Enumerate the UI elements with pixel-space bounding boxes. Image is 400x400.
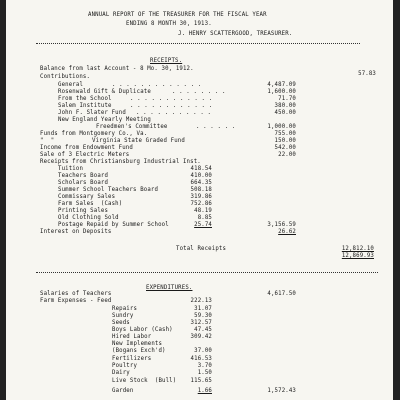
inst-item-amount: 508.18 bbox=[190, 187, 212, 193]
meters-label: Sale of 3 Electric Meters bbox=[40, 152, 130, 158]
section-divider bbox=[36, 272, 378, 273]
total-receipts-amount: 12,812.10 bbox=[341, 246, 374, 252]
funds-label: Funds from Montgomery Co., Va. bbox=[40, 131, 148, 137]
leader-dots: . . . . . . . . bbox=[172, 89, 226, 95]
farm-item-amount: 31.07 bbox=[194, 306, 212, 312]
scan-edge-left bbox=[0, 0, 6, 400]
farm-item-label: Dairy bbox=[112, 370, 130, 376]
contribution-label: Freedmen's Committee bbox=[96, 124, 168, 130]
farm-expenses-label: Farm Expenses - Feed bbox=[40, 298, 112, 304]
inst-item-label: Scholars Board bbox=[58, 180, 109, 186]
farm-item-label: (Bogans Exch'd) bbox=[112, 348, 166, 354]
expenditures-heading: EXPENDITURES. bbox=[146, 285, 193, 291]
inst-item-label: Printing Sales bbox=[58, 208, 109, 214]
farm-item-label: Seeds bbox=[112, 320, 130, 326]
farm-item-amount: 59.30 bbox=[194, 313, 212, 319]
endowment-amount: 542.00 bbox=[274, 145, 296, 151]
contribution-amount: 4,487.09 bbox=[267, 82, 296, 88]
contribution-label: Salem Institute bbox=[58, 103, 112, 109]
contribution-label: Rosenwald Gift & Duplicate bbox=[58, 89, 151, 95]
farm-item-label: Poultry bbox=[112, 363, 138, 369]
farm-item-amount: 115.65 bbox=[190, 378, 212, 384]
balance-label: Balance from last Account - 8 Mo. 30, 1912. bbox=[40, 66, 194, 72]
leader-dots: . . . . . . . . . . . . . bbox=[112, 82, 202, 88]
inst-item-amount: 418.54 bbox=[190, 166, 212, 172]
farm-item-label: Garden bbox=[112, 388, 134, 394]
farm-item-label: Boys Labor (Cash) bbox=[112, 327, 173, 333]
inst-item-label: Old Clothing Sold bbox=[58, 215, 119, 221]
meters-amount: 22.00 bbox=[278, 152, 296, 158]
inst-item-label: Farm Sales (Cash) bbox=[58, 201, 123, 207]
farm-item-amount: 3.70 bbox=[197, 363, 212, 369]
farm-item-label: Sundry bbox=[112, 313, 134, 319]
farm-item-label: Live Stock (Bull) bbox=[112, 378, 177, 384]
contribution-amount: 1,000.00 bbox=[267, 124, 296, 130]
leader-dots: . . . . . . . . . . . bbox=[136, 110, 212, 116]
inst-item-amount: 752.86 bbox=[190, 201, 212, 207]
inst-item-label: Tuition bbox=[58, 166, 84, 172]
contribution-label: From the School bbox=[58, 96, 112, 102]
inst-item-amount: 8.85 bbox=[197, 215, 212, 221]
virginia-amount: 150.00 bbox=[274, 138, 296, 144]
farm-item-label: Hired Labor bbox=[112, 334, 152, 340]
contribution-label: John F. Slater Fund bbox=[58, 110, 126, 116]
christiansburg-label: Receipts from Christiansburg Industrial Inst. bbox=[40, 159, 201, 165]
farm-item-label: Fertilizers bbox=[112, 356, 152, 362]
farm-item-amount: 309.42 bbox=[190, 334, 212, 340]
contribution-label: New England Yearly Meeting bbox=[58, 117, 151, 123]
contribution-amount: 71.70 bbox=[278, 96, 296, 102]
header-divider bbox=[36, 43, 360, 44]
balance-amount: 57.83 bbox=[358, 71, 376, 77]
grand-total-amount: 12,869.93 bbox=[341, 253, 374, 259]
receipts-heading: RECEIPTS. bbox=[150, 58, 183, 64]
contribution-amount: 1,600.00 bbox=[267, 89, 296, 95]
leader-dots: . . . . . . . . . . . . bbox=[130, 96, 213, 102]
inst-item-amount: 410.00 bbox=[190, 173, 212, 179]
funds-amount: 755.00 bbox=[274, 131, 296, 137]
endowment-label: Income from Endowment Fund bbox=[40, 145, 133, 151]
scan-edge-right bbox=[393, 0, 400, 400]
inst-item-amount: 319.86 bbox=[190, 194, 212, 200]
inst-item-amount: 48.19 bbox=[194, 208, 212, 214]
inst-total: 3,156.59 bbox=[267, 222, 296, 228]
farm-item-amount: 47.45 bbox=[194, 327, 212, 333]
farm-expenses-total: 1,572.43 bbox=[267, 388, 296, 394]
virginia-label: Virginia State Graded Fund bbox=[92, 138, 185, 144]
report-period: ENDING 8 MONTH 30, 1913. bbox=[126, 21, 212, 27]
farm-item-amount: 1.66 bbox=[197, 388, 212, 394]
inst-item-amount: 664.35 bbox=[190, 180, 212, 186]
contribution-amount: 450.00 bbox=[274, 110, 296, 116]
farm-item-label: New Implements bbox=[112, 341, 163, 347]
inst-item-label: Teachers Board bbox=[58, 173, 109, 179]
ditto-marks: " " bbox=[40, 138, 55, 144]
interest-amount: 26.62 bbox=[278, 229, 296, 235]
inst-item-label: Commissary Sales bbox=[58, 194, 116, 200]
total-receipts-label: Total Receipts bbox=[176, 246, 227, 252]
contribution-amount: 380.00 bbox=[274, 103, 296, 109]
contributions-label: Contributions. bbox=[40, 74, 91, 80]
farm-item-amount: 37.00 bbox=[194, 348, 212, 354]
salaries-amount: 4,617.50 bbox=[267, 291, 296, 297]
leader-dots: . . . . . . . . . . . . bbox=[130, 103, 213, 109]
farm-item-label: Repairs bbox=[112, 306, 138, 312]
farm-item-amount: 312.57 bbox=[190, 320, 212, 326]
inst-item-label: Postage Repaid by Summer School bbox=[58, 222, 169, 228]
farm-item-amount: 1.50 bbox=[197, 370, 212, 376]
salaries-label: Salaries of Teachers bbox=[40, 291, 112, 297]
report-title: ANNUAL REPORT OF THE TREASURER FOR THE FISCAL YEAR bbox=[88, 12, 267, 18]
treasurer-name: J. HENRY SCATTERGOOD, TREASURER. bbox=[178, 31, 293, 37]
farm-item-amount: 416.53 bbox=[190, 356, 212, 362]
leader-dots: . . . . . . bbox=[196, 124, 236, 130]
farm-item-amount: 222.13 bbox=[190, 298, 212, 304]
inst-item-label: Summer School Teachers Board bbox=[58, 187, 159, 193]
inst-item-amount: 25.74 bbox=[194, 222, 212, 228]
contribution-label: General bbox=[58, 82, 84, 88]
interest-label: Interest on Deposits bbox=[40, 229, 112, 235]
